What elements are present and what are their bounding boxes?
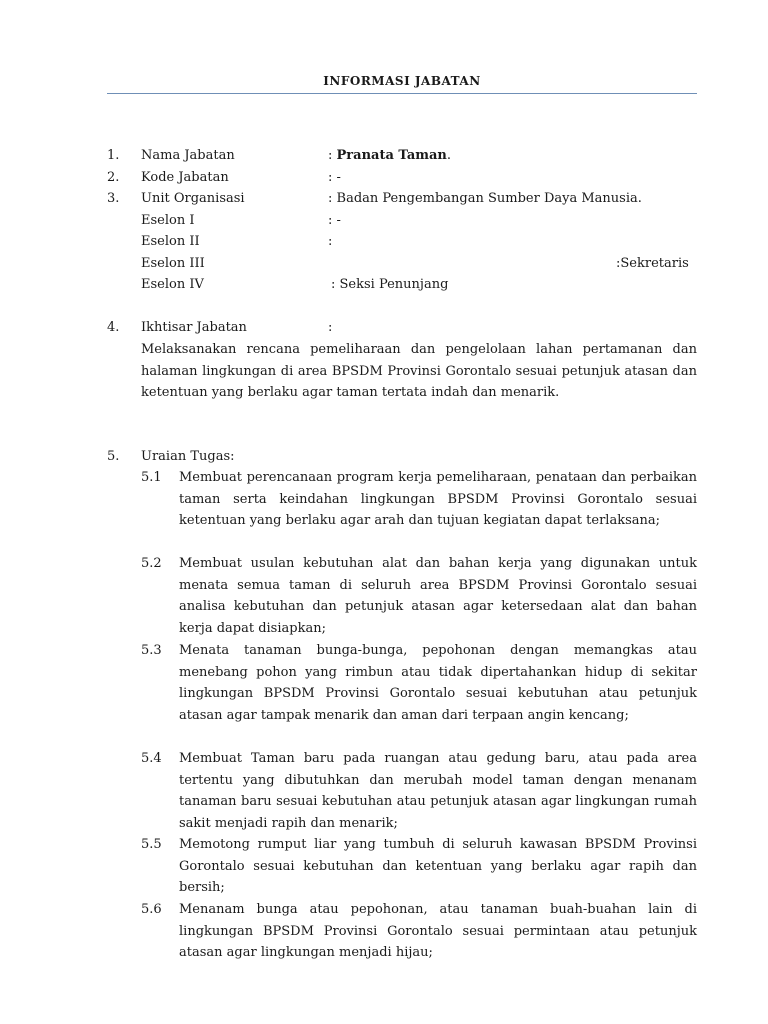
field-value: :Sekretaris: [616, 256, 689, 271]
field-number: 3.: [107, 191, 120, 206]
field-value: Seksi Penunjang: [339, 277, 449, 292]
field-label: Eselon II: [141, 234, 200, 249]
section-number: 4.: [107, 320, 120, 335]
field-suffix: .: [446, 148, 452, 163]
field-value: -: [336, 170, 341, 185]
field-label: Unit Organisasi: [141, 191, 245, 206]
document-title: INFORMASI JABATAN: [323, 74, 481, 88]
field-value-wrap: : Pranata Taman.: [328, 148, 452, 163]
task-number: 5.4: [141, 751, 162, 766]
task-number: 5.3: [141, 643, 162, 658]
field-value-wrap: : -: [328, 170, 341, 185]
field-value-wrap: : Badan Pengembangan Sumber Daya Manusia.: [328, 191, 642, 206]
field-value: Badan Pengembangan Sumber Daya Manusia.: [336, 191, 642, 206]
field-label: Eselon IV: [141, 277, 204, 292]
section-number: 5.: [107, 449, 120, 464]
task-text: Membuat perencanaan program kerja pemeliharaan, penataan dan perbaikan taman serta keindahan lingkungan BPSDM Provinsi Gorontalo sesuai ketentuan yang berlaku agar arah dan tujuan kegiatan dapat terlaksana;: [179, 470, 697, 528]
task-text: Menanam bunga atau pepohonan, atau tanaman buah-buahan lain di lingkungan BPSDM Provinsi Gorontalo sesuai permintaan atau petunjuk atasan agar lingkungan menjadi hijau;: [179, 902, 697, 960]
task-number: 5.1: [141, 470, 162, 485]
task-number: 5.2: [141, 556, 162, 571]
task-text: Memotong rumput liar yang tumbuh di seluruh kawasan BPSDM Provinsi Gorontalo sesuai kebutuhan dan ketentuan yang berlaku agar rapih dan bersih;: [179, 837, 697, 895]
task-number: 5.5: [141, 837, 162, 852]
field-value: Pranata Taman: [336, 148, 447, 163]
title-divider: [107, 93, 697, 94]
task-text: Menata tanaman bunga-bunga, pepohonan dengan memangkas atau menebang pohon yang rimbun atau tidak dipertahankan hidup di sekitar lingkungan BPSDM Provinsi Gorontalo sesuai kebutuhan atau petunjuk atasan agar tampak menarik dan aman dari terpaan angin kencang;: [179, 643, 697, 723]
ikhtisar-text: Melaksanakan rencana pemeliharaan dan pengelolaan lahan pertamanan dan halaman lingkungan di area BPSDM Provinsi Gorontalo sesuai petunjuk atasan dan ketentuan yang berlaku agar taman tertata indah dan menarik.: [141, 342, 697, 400]
section-label: Ikhtisar Jabatan: [141, 320, 247, 335]
field-value-wrap: : Seksi Penunjang: [331, 277, 449, 292]
field-number: 1.: [107, 148, 120, 163]
task-text: Membuat Taman baru pada ruangan atau gedung baru, atau pada area tertentu yang dibutuhkan dan merubah model taman dengan menanam tanaman baru sesuai kebutuhan atau petunjuk atasan agar lingkungan rumah sakit menjadi rapih dan menarik;: [179, 751, 697, 831]
field-label: Eselon I: [141, 213, 195, 228]
task-number: 5.6: [141, 902, 162, 917]
field-label: Kode Jabatan: [141, 170, 229, 185]
section-label: Uraian Tugas:: [141, 449, 235, 464]
field-number: 2.: [107, 170, 120, 185]
section-colon: :: [328, 320, 333, 335]
field-value-wrap: : -: [328, 213, 341, 228]
field-label: Eselon III: [141, 256, 205, 271]
field-value: -: [336, 213, 341, 228]
field-label: Nama Jabatan: [141, 148, 235, 163]
task-text: Membuat usulan kebutuhan alat dan bahan kerja yang digunakan untuk menata semua taman di seluruh area BPSDM Provinsi Gorontalo sesuai analisa kebutuhan dan petunjuk atasan agar ketersedaan alat dan bahan kerja dapat disiapkan;: [179, 556, 697, 636]
field-value-wrap: :: [328, 234, 333, 249]
